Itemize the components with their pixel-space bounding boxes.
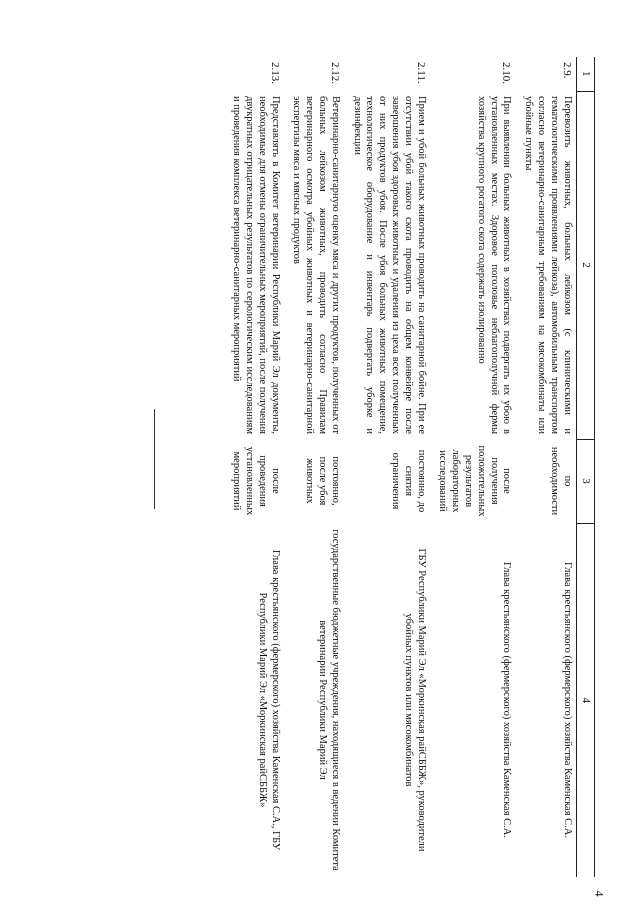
- measure-responsible: государственные бюджетные учреждения, находящиеся в ведении Комитета ветеринарии Республики Марий Эл: [317, 529, 341, 871]
- measure-text: Прием и убой больных животных проводить на санитарной бойне. При ее отсутствии убой такого скота проводить на общем конвейере после завершения убоя здоровых животных и удаления из цеха всех полученных от них продуктов убоя. После убоя больных животных помещение, технологическое оборудование и инвентарь подвергать уборке и дезинфекции: [351, 96, 427, 434]
- measure-text: При выявлении больных животных в хозяйствах подвергать их убою в установленных местах. Здоровое поголовье неблагополучной фермы хозяйства крупного рогатого скота содержать изолированно: [475, 96, 513, 434]
- measure-responsible: Глава крестьянского (фермерского) хозяйства Каменская С.А.: [561, 562, 573, 838]
- table-row: [284, 57, 344, 877]
- measure-period: по необходимости: [548, 446, 573, 516]
- item-number: 2.9.: [560, 62, 573, 79]
- column-header: 3: [576, 439, 594, 523]
- page-number: 4: [592, 890, 607, 897]
- table-header-row: [576, 57, 594, 877]
- column-header: 2: [576, 91, 594, 439]
- table-row: [344, 57, 430, 877]
- measure-text: Перевозить животных, больных лейкозом (с клиническими и гематологическими проявлениями лейкоза), автомобильным транспортом согласно ветеринарно-санитарным требованиям на мясокомбинаты или убойные пункты: [523, 96, 573, 434]
- measure-period: постоянно, до снятия ограничения: [390, 449, 427, 513]
- measure-period: после проведения установленных мероприятий: [231, 446, 281, 516]
- measure-text: Представлять в Комитет ветеринарии Республики Марий Эл документы, необходимые для отмены ограничительных мероприятий, после получения двукратных отрицательных результатов по серологическим исследованиям и проведения комплекса ветеринарно-санитарных мероприятий: [231, 96, 281, 434]
- measure-period: после получения положительных результатов лабораторных исследований: [437, 445, 513, 517]
- measure-responsible: Глава крестьянского (фермерского) хозяйства Каменская С.А.: [501, 562, 513, 838]
- rotated-sheet: [55, 57, 595, 877]
- item-number: 2.11.: [414, 62, 427, 84]
- measure-responsible: ГБУ Республики Марий Эл «Моркинская райСББЖ», руководители убойных пунктов или мясокомбинатов: [402, 548, 427, 852]
- measures-table: [223, 57, 595, 877]
- item-number: 2.13.: [268, 62, 281, 84]
- column-header: 4: [576, 523, 594, 877]
- item-number: 2.12.: [328, 62, 341, 84]
- table-row: [430, 57, 516, 877]
- measure-responsible: Глава крестьянского (фермерского) хозяйства Каменская С.А., ГБУ Республики Марий Эл «Моркинская райСББЖ»: [256, 549, 281, 851]
- measure-period: постоянно, после убоя животных: [304, 456, 341, 506]
- table-row: [223, 57, 283, 877]
- table-row: [515, 57, 576, 877]
- end-rule: [154, 409, 155, 509]
- measure-text: Ветеринарно-санитарную оценку мяса и других продуктов, полученных от больных лейкозом животных, проводить согласно Правилам ветеринарного осмотра убойных животных и ветеринарно-санитарной экспертизы мяса и мясных продуктов: [291, 96, 341, 434]
- column-header: 1: [576, 57, 594, 91]
- item-number: 2.10.: [500, 62, 513, 84]
